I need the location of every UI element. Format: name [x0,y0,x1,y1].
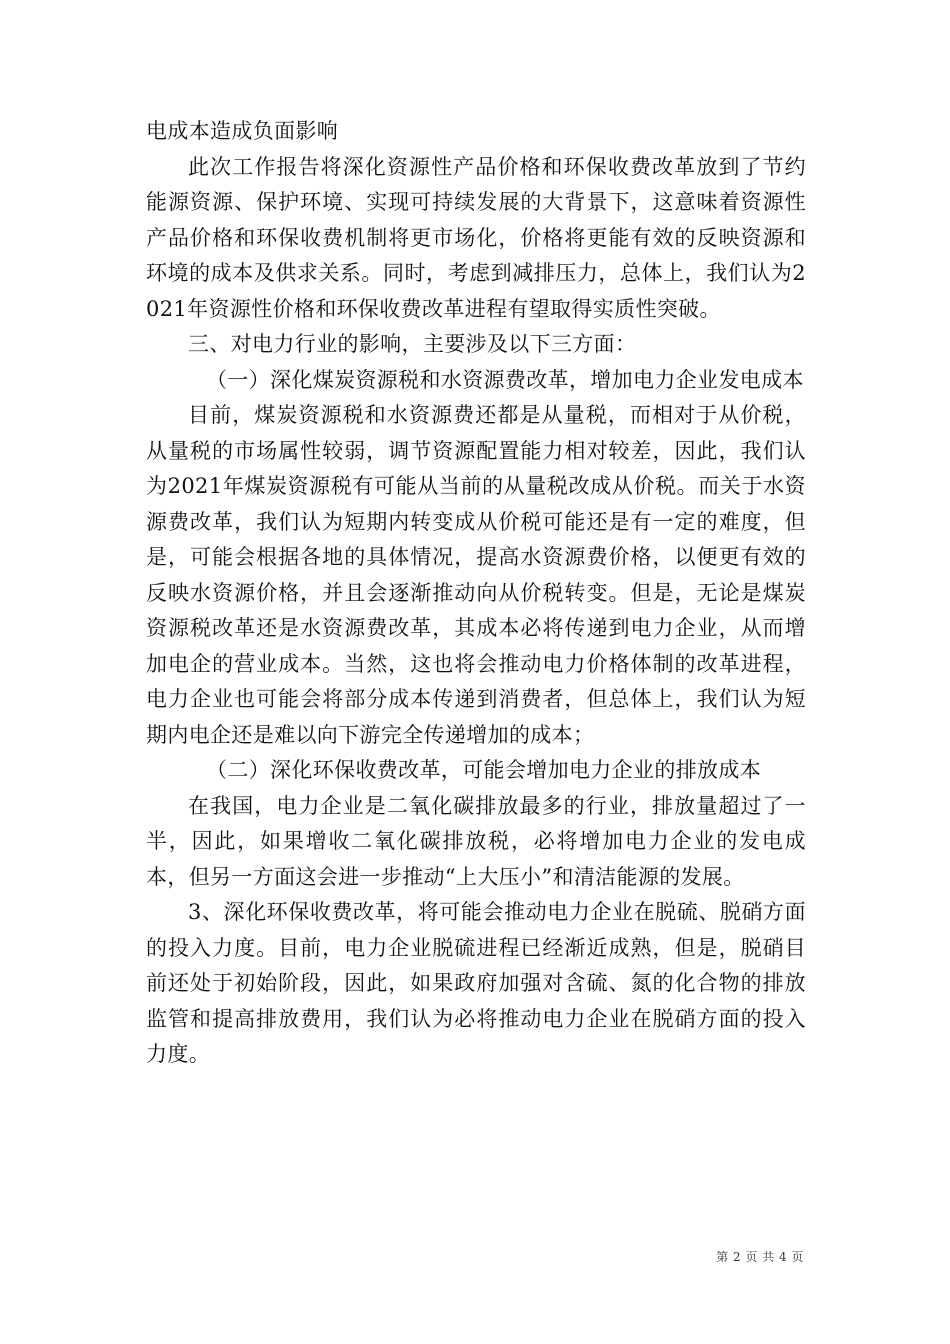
paragraph-reform-background: 此次工作报告将深化资源性产品价格和环保收费改革放到了节约能源资源、保护环境、实现可持续发展的大背景下，这意味着资源性产品价格和环保收费机制将更市场化，价格将更能有效的反映资源和环境的成本及供求关系。同时，考虑到减排压力，总体上，我们认为2021年资源性价格和环保收费改革进程有望取得实质性突破。 [146,154,806,321]
paragraph-desulfurization: 3、深化环保收费改革，将可能会推动电力企业在脱硫、脱硝方面的投入力度。目前，电力企业脱硫进程已经渐近成熟，但是，脱硝目前还处于初始阶段，因此，如果政府加强对含硫、氮的化合物的排放监管和提高排放费用，我们认为必将推动电力企业在脱硝方面的投入力度。 [146,900,806,1066]
paragraph-carbon-emission: 在我国，电力企业是二氧化碳排放最多的行业，排放量超过了一半，因此，如果增收二氧化碳排放税，必将增加电力企业的发电成本，但另一方面这会进一步推动“上大压小”和清洁能源的发展。 [146,793,806,889]
section-heading-impact: 三、对电力行业的影响，主要涉及以下三方面： [188,332,637,356]
paragraph-continuation: 电成本造成负面影响 [146,119,339,143]
document-body [146,114,806,1073]
subheading-environmental-fees: （二）深化环保收费改革，可能会增加电力企业的排放成本 [206,758,762,782]
page-number-footer: 第 2 页 共 4 页 [716,1250,804,1264]
paragraph-coal-water-tax: 目前，煤炭资源税和水资源费还都是从量税，而相对于从价税，从量税的市场属性较弱，调节资源配置能力相对较差，因此，我们认为2021年煤炭资源税有可能从当前的从量税改成从价税。而关于水资源费改革，我们认为短期内转变成从价税可能还是有一定的难度，但是，可能会根据各地的具体情况，提高水资源费价格，以便更有效的反映水资源价格，并且会逐渐推动向从价税转变。但是，无论是煤炭资源税改革还是水资源费改革，其成本必将传递到电力企业，从而增加电企的营业成本。当然，这也将会推动电力价格体制的改革进程，电力企业也可能会将部分成本传递到消费者，但总体上，我们认为短期内电企还是难以向下游完全传递增加的成本； [146,403,806,747]
subheading-coal-water: （一）深化煤炭资源税和水资源费改革，增加电力企业发电成本 [206,367,804,392]
